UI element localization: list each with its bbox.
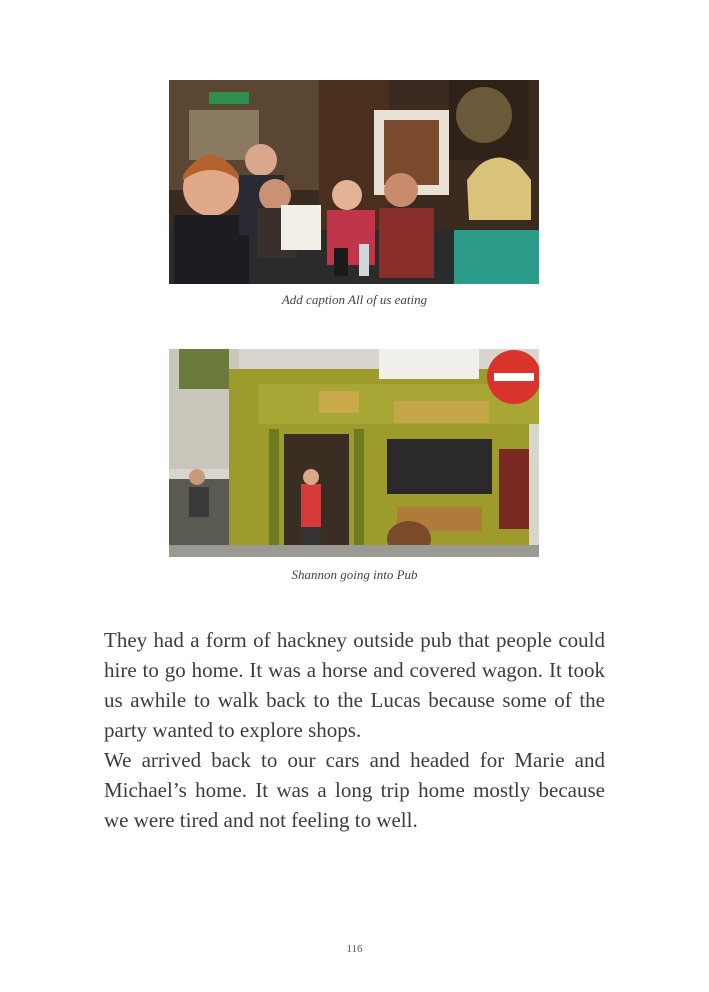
pub-entrance-image: [169, 349, 539, 557]
figure-caption: Add caption All of us eating: [281, 292, 428, 307]
body-text: [104, 625, 605, 835]
photo-group-eating: [169, 80, 539, 284]
group-eating-image: [169, 80, 539, 284]
body-paragraph: We arrived back to our cars and headed for Marie and Michael’s home. It was a long trip home mostly because we were tired and not feeling to well.: [104, 748, 605, 832]
body-paragraph: They had a form of hackney outside pub that people could hire to go home. It was a horse and covered wagon. It took us awhile to walk back to the Lucas because some of the party wanted to explore shops.: [104, 628, 605, 742]
page-number: 116: [346, 943, 363, 955]
photo-pub-entrance: [169, 349, 539, 557]
figure-caption: Shannon going into Pub: [291, 567, 418, 582]
